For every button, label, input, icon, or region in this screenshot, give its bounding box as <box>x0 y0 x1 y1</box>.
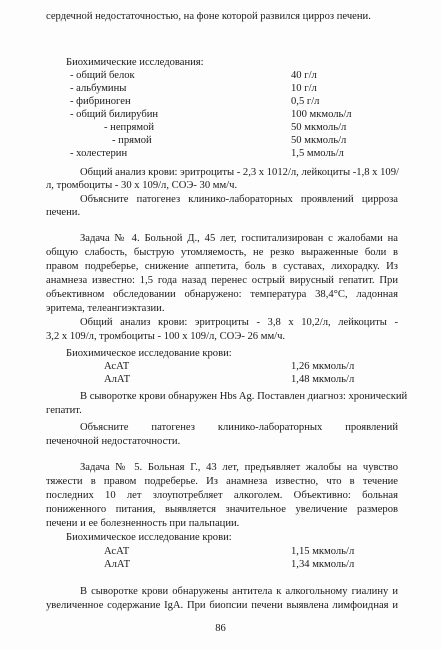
task4-line: эритема, телеангиэктазии. <box>46 303 165 314</box>
task5-line: печени и ее болезненность при пальпации. <box>46 518 240 529</box>
biochem-value: 40 г/л <box>291 70 317 81</box>
task5-line: пониженного питания, выявляется значительное увеличение размеров <box>46 504 398 515</box>
task4-question-line: Объясните патогенез клинико-лабораторных проявлений <box>80 422 398 433</box>
biochem-label: - непрямой <box>104 122 155 133</box>
task5-biochem-label: АсАТ <box>104 546 130 557</box>
biochem-label: - общий билирубин <box>70 109 159 120</box>
biochem-value: 0,5 г/л <box>291 96 320 107</box>
intro-line: сердечной недостаточностью, на фоне которой развился цирроз печени. <box>46 11 371 22</box>
task4-biochem-value: 1,26 мкмоль/л <box>291 361 355 372</box>
biochem-label: - холестерин <box>70 148 128 159</box>
task4-biochem-title: Биохимическое исследование крови: <box>66 348 232 359</box>
biochem-title: Биохимические исследования: <box>66 57 204 68</box>
task5-serum-line: В сыворотке крови обнаружены антитела к алкогольному гиалину и <box>80 586 398 597</box>
task4-serum-line: В сыворотке крови обнаружен Hbs Ag. Поставлен диагноз: хронический <box>80 391 408 402</box>
blood-analysis-line: Общий анализ крови: эритроциты - 2,3 х 1012/л, лейкоциты -1,8 х 109/ <box>80 167 399 178</box>
task4-line: общую слабость, быструю утомляемость, не резко выраженные боли в <box>46 247 398 258</box>
task4-question-line: печеночной недостаточности. <box>46 436 181 447</box>
biochem-label: - альбумины <box>70 83 127 94</box>
task4-blood-line: Общий анализ крови: эритроциты - 3,8 х 10,2/л, лейкоциты - <box>80 317 398 328</box>
task4-line: объективном обследовании обнаружено: температура 38,4°С, ладонная <box>46 289 398 300</box>
biochem-value: 50 мкмоль/л <box>291 122 347 133</box>
question-line: печени. <box>46 207 81 218</box>
task5-line: последних 10 лет злоупотребляет алкоголем. Объективно: больная <box>46 490 398 501</box>
task4-serum-line: гепатит. <box>46 405 82 416</box>
biochem-label: - фибриноген <box>70 96 131 107</box>
task4-line: правом подреберье, снижение аппетита, боль в суставах, лихорадку. Из <box>46 261 398 272</box>
task5-biochem-label: АлАТ <box>104 559 131 570</box>
task5-line: Задача № 5. Больная Г., 43 лет, предъявляет жалобы на чувство <box>80 462 398 473</box>
biochem-value: 50 мкмоль/л <box>291 135 347 146</box>
biochem-value: 1,5 ммоль/л <box>291 148 344 159</box>
biochem-value: 10 г/л <box>291 83 317 94</box>
task4-biochem-label: АсАТ <box>104 361 130 372</box>
biochem-label: - общий белок <box>70 70 135 81</box>
question-line: Объясните патогенез клинико-лабораторных проявлений цирроза <box>80 194 398 205</box>
task5-biochem-value: 1,34 мкмоль/л <box>291 559 355 570</box>
task4-line: Задача № 4. Больной Д., 45 лет, госпитализирован с жалобами на <box>80 233 398 244</box>
task4-blood-line: 3,2 х 109/л, тромбоциты - 100 х 109/л, СОЭ- 26 мм/ч. <box>46 331 286 342</box>
blood-analysis-line: л, тромбоциты - 30 х 109/л, СОЭ- 30 мм/ч. <box>46 180 238 191</box>
task4-biochem-value: 1,48 мкмоль/л <box>291 374 355 385</box>
task5-biochem-value: 1,15 мкмоль/л <box>291 546 355 557</box>
biochem-label: - прямой <box>112 135 152 146</box>
task4-line: анамнеза известно: 1,5 года назад перенес острый вирусный гепатит. При <box>46 275 398 286</box>
task5-serum-line: увеличенное содержание IgA. При биопсии печени выявлена лимфоидная и <box>46 600 398 611</box>
task4-biochem-label: АлАТ <box>104 374 131 385</box>
biochem-value: 100 мкмоль/л <box>291 109 352 120</box>
task5-line: тяжести в правом подреберье. Из анамнеза известно, что в течение <box>46 476 398 487</box>
task5-biochem-title: Биохимическое исследование крови: <box>66 532 232 543</box>
page-number: 86 <box>215 623 226 634</box>
